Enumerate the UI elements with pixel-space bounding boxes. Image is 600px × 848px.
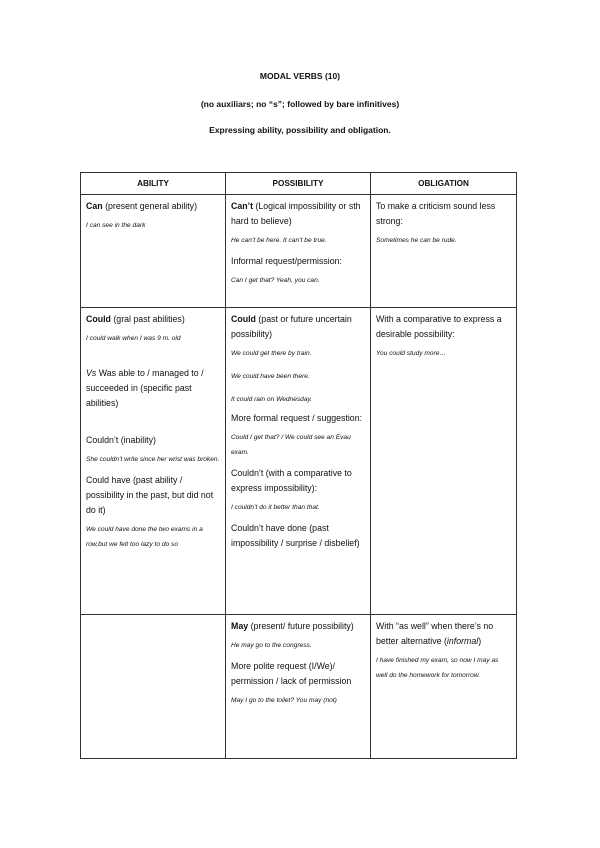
cell-ability xyxy=(81,195,226,308)
register-note: informal xyxy=(446,636,479,646)
usage-text: Couldn’t (inability) xyxy=(86,435,156,445)
cell-heading xyxy=(86,199,220,214)
cell-obligation xyxy=(371,308,517,615)
modal-verb: Could xyxy=(231,314,256,324)
modal-verbs-table xyxy=(80,172,517,759)
table-header-row xyxy=(81,173,517,195)
usage-text: ) xyxy=(478,636,482,646)
example-sentence: I could walk when I was 9 m. old xyxy=(86,335,181,342)
usage-text: More polite request (I/We)/ permission / lack of permission xyxy=(231,661,352,686)
example-sentence: She couldn’t write since her wrist was broken. xyxy=(86,456,220,463)
example-sentence: I couldn’t do it better than that. xyxy=(231,504,320,511)
column-header-obligation: OBLIGATION xyxy=(371,173,517,195)
example-sentence: Can I get that? Yeah, you can. xyxy=(231,277,320,284)
usage-text: Couldn’t have done (past impossibility / surprise / disbelief) xyxy=(231,523,360,548)
usage-text: (present/ future possibility) xyxy=(248,621,354,631)
cell-possibility xyxy=(226,615,371,759)
usage-text: To make a criticism sound less strong: xyxy=(376,201,496,226)
usage-text: More formal request / suggestion: xyxy=(231,413,363,423)
example-sentence: Sometimes he can be rude. xyxy=(376,237,457,244)
page-subtitle: (no auxiliars; no “s”; followed by bare infinitives) xyxy=(200,99,400,109)
spacer xyxy=(86,411,220,433)
modal-verb: Can xyxy=(86,201,103,211)
usage-text: Couldn’t (with a comparative to express impossibility): xyxy=(231,468,352,493)
modal-verb: Can’t xyxy=(231,201,253,211)
example-sentence: It could rain on Wednesday. xyxy=(231,396,313,403)
modal-verb: Could xyxy=(86,314,111,324)
usage-text: (present general ability) xyxy=(102,201,197,211)
example-sentence: May I go to the toilet? You may (not) xyxy=(231,697,337,704)
example-sentence: He may go to the congress. xyxy=(231,642,312,649)
cell-possibility xyxy=(226,195,371,308)
usage-text: With a comparative to express a desirable possibility: xyxy=(376,314,502,339)
usage-text: With “as well” when there’s no better alternative ( xyxy=(376,621,494,646)
cell-heading xyxy=(86,312,220,327)
example-sentence: We could have done the two exams in a row,but we felt too lazy to do so xyxy=(86,526,203,548)
column-header-ability: ABILITY xyxy=(81,173,226,195)
usage-text: Was able to / managed to / succeeded in (specific past abilities) xyxy=(86,368,204,408)
usage-text: (Logical impossibility or sth hard to believe) xyxy=(231,201,361,226)
usage-text: (past or future uncertain possibility) xyxy=(231,314,352,339)
column-header-possibility: POSSIBILITY xyxy=(226,173,371,195)
table-row xyxy=(81,615,517,759)
modal-verb: May xyxy=(231,621,249,631)
usage-text: Informal request/permission: xyxy=(231,256,342,266)
cell-obligation xyxy=(371,615,517,759)
example-sentence: You could study more… xyxy=(376,350,447,357)
usage-text: (gral past abilities) xyxy=(110,314,185,324)
cell-heading xyxy=(231,199,365,229)
cell-heading xyxy=(231,619,365,634)
page-topic: Expressing ability, possibility and obligation. xyxy=(209,125,391,135)
example-sentence: He can’t be here. It can’t be true. xyxy=(231,237,327,244)
cell-heading xyxy=(231,312,365,342)
usage-text xyxy=(86,366,220,411)
example-sentence: We could have been there. xyxy=(231,373,310,380)
table-row xyxy=(81,195,517,308)
example-sentence: I have finished my exam, so now I may as well do the homework for tomorrow. xyxy=(376,657,499,679)
versus-marker: Vs xyxy=(86,368,97,378)
spacer xyxy=(86,352,220,366)
usage-text xyxy=(376,619,511,649)
usage-text: Could have (past ability / possibility in the past, but did not do it) xyxy=(86,475,214,515)
cell-possibility xyxy=(226,308,371,615)
page-title: MODAL VERBS (10) xyxy=(259,71,341,81)
cell-ability xyxy=(81,308,226,615)
table-row xyxy=(81,308,517,615)
cell-obligation xyxy=(371,195,517,308)
cell-ability-empty xyxy=(81,615,226,759)
example-sentence: I can see in the dark xyxy=(86,222,146,229)
example-sentence: Could I get that? / We could see an Evau exam. xyxy=(231,434,351,456)
example-sentence: We could get there by train. xyxy=(231,350,312,357)
